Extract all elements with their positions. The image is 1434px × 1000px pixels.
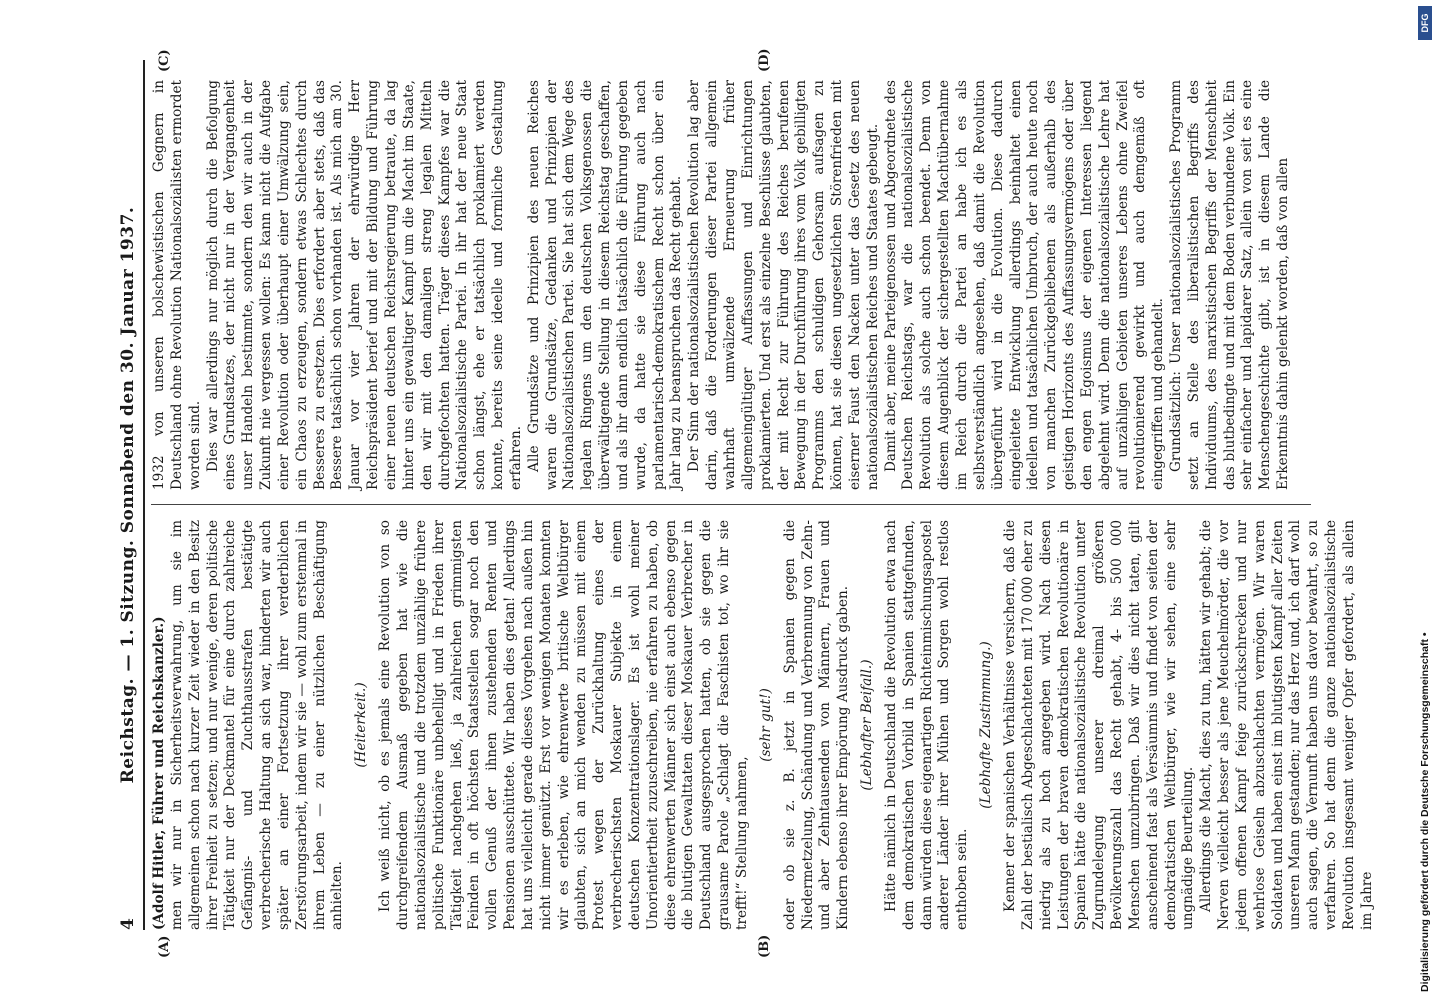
page-header <box>117 60 139 930</box>
interjection: (sehr gut!) <box>757 688 774 762</box>
paragraph: Hätte nämlich in Deutschland die Revolution etwa nach dem demokratischen Vorbild in Spanien stattgefunden, dann würden diese eigenartigen Richteinmischungsapostel anderer Länder ihrer Mühen und Sorgen wohl restlos enthoben sein. <box>882 520 971 930</box>
right-column <box>151 80 1311 490</box>
paragraph: Ich weiß nicht, ob es jemals eine Revolution von so durchgreifendem Ausmaß gegeben hat wie die nationalsozialistische und die trotzdem unzählige frühere politische Funktionäre unbehelligt und in Frieden ihrer Tätigkeit nachgehen ließ, ja zahlreichen grimmigsten Feinden in oft höchsten Staatsstellen sogar noch den vollen Genuß der ihnen zustehenden Renten und Pensionen ausschüttete. Wir haben dies getan! Allerdings hat uns vielleicht gerade dieses Vorgehen nach außen hin nicht immer genützt. Erst vor wenigen Monaten konnten wir es erleben, wie ehrenwerte britische Weltbürger glaubten, sich an mich wenden zu müssen mit einem Protest wegen der Zurückhaltung eines der verbrecherischsten Moskauer Subjekte in einem deutschen Konzentrationslager. Es ist wohl meiner Unorientiertheit zuzuschreiben, nie erfahren zu haben, ob diese ehrenwerten Männer sich einst auch ebenso gegen die blutigen Gewalttaten dieser Moskauer Verbrecher in Deutschland ausgesprochen hatten, ob sie gegen die grausame Parole „Schlagt die Faschisten tot, wo ihr sie trefft!“ Stellung nahmen, <box>377 520 750 930</box>
digitization-stamp <box>1418 8 1432 992</box>
stamp-text: Digitalisierung gefördert durch die Deutsche Forschungsgemeinschaft • <box>1419 632 1431 992</box>
margin-marker-d: (D) <box>757 48 772 72</box>
header-rule <box>143 60 145 930</box>
paragraph: Der Sinn der nationalsozialistischen Revolution lag aber darin, daß die Forderungen dieser Partei allgemein wahrhaft umwälzende Erneuerung früher allgemeingültiger Auffassungen und Einrichtungen proklamierten. Und erst als einzelne Beschlüsse glaubten, der mit Recht zur Führung des Reiches berufenen Bewegung in der Durchführung ihres vom Volk gebilligten Programms den schuldigen Gehorsam aufsagen zu können, hat sie diesen ungesetzlichen Störenfrieden mit eiserner Faust den Nacken unter das Gesetz des neuen nationalsozialistischen Reiches und Staates gebeugt. <box>686 80 881 490</box>
column-divider <box>151 504 1311 505</box>
speaker-line: (Adolf Hitler, Führer und Reichskanzler.) <box>151 616 167 930</box>
margin-marker-a: (A) <box>157 935 172 958</box>
paragraph: Alle Grundsätze und Prinzipien des neuen Reiches waren die Grundsätze, Gedanken und Prinzipien der Nationalsozialistischen Partei. Sie hat sich dem Wege des legalen Ringens um den deutschen Volksgenossen die überwältigende Stellung in diesem Reichstag geschaffen, und als ihr dann endlich tatsächlich die Führung gegeben wurde, da hatte sie diese Führung auch nach parlamentarisch-demokratischem Recht schon über ein Jahr lang zu beanspruchen das Recht gehabt. <box>525 80 685 490</box>
page-title: Reichstag. — 1. Sitzung. Sonnabend den 30. Januar 1937. <box>118 206 138 784</box>
paragraph: Grundsätzlich: Unser nationalsozialistisches Programm setzt an Stelle des liberalistischen Begriffs des Individuums, des marxistischen Begriffs der Menschheit das blutbedingte und mit dem Boden verbundene Volk. Ein sehr einfacher und lapidarer Satz, allein von seit es eine Menschengeschichte gibt, ist in diesem Lande die Erkenntnis dahin gelenkt worden, daß von allen <box>1168 80 1292 490</box>
page-number: 4 <box>118 918 138 930</box>
interjection: (Lebhafter Beifall.) <box>859 659 876 791</box>
paragraph: oder ob sie z. B. jetzt in Spanien gegen die Niedermetzelung, Schändung und Verbrennung von Zehn- und aber Zehntausenden von Männern, Frauen und Kindern ebenso ihrer Empörung Ausdruck gaben. <box>781 520 852 930</box>
paragraph: Damit aber, meine Parteigenossen und Abgeordnete des Deutschen Reichstags, war die nationalsozialistische Revolution als solche auch schon beendet. Denn von diesem Augenblick der sichergestellten Machtübernahme im Reich durch die Partei an habe ich es als selbstverständlich angesehen, daß damit die Revolution übergeführt wird in die Evolution. Diese dadurch eingeleitete Entwicklung allerdings beinhaltet einen ideellen und tatsächlichen Umbruch, der auch heute noch von manchen Zurückgebliebenen als außerhalb des geistigen Horizonts des Auffassungsvermögens oder über den engen Egoismus der eigenen Interessen liegend abgelehnt wird. Denn die nationalsozialistische Lehre hat auf unzähligen Gebieten unseres Lebens ohne Zweifel revolutionierend gewirkt und auch demgemäß oft eingegriffen und gehandelt. <box>882 80 1167 490</box>
interjection: (Lebhafte Zustimmung.) <box>978 641 995 809</box>
margin-marker-b: (B) <box>757 934 772 958</box>
paragraph: Kenner der spanischen Verhältnisse versichern, daß die Zahl der bestialisch Abgeschlachteten mit 170 000 eher zu niedrig als zu hoch angegeben wird. Nach diesen Leistungen der braven demokratischen Revolutionäre in Spanien hätte die nationalsozialistische Revolution unter Zugrundelegung unserer dreimal größeren Bevölkerungszahl das Recht gehabt, 4- bis 500 000 Menschen umzubringen. Daß wir dies nicht taten, gilt anscheinend fast als Versäumnis und findet von seiten der demokratischen Weltbürger, wie wir sehen, eine sehr ungnädige Beurteilung. <box>1001 520 1197 930</box>
dfg-logo: DFG <box>1418 6 1432 40</box>
paragraph: men wir nur in Sicherheitsverwahrung, um sie im allgemeinen schon nach kurzer Zeit wieder in den Besitz ihrer Freiheit zu setzen; und nur wenige, deren politische Tätigkeit nur der Deckmantel für eine durch zahlreiche Gefängnis- und Zuchthausstrafen bestätigte verbrecherische Haltung an sich war, hinderten wir auch später an einer Fortsetzung ihrer verderblichen Zerstörungsarbeit, indem wir sie — wohl zum erstenmal in ihrem Leben — zu einer nützlichen Beschäftigung anhielten. <box>168 520 346 930</box>
left-column <box>151 520 1375 930</box>
paragraph: Allerdings die Macht, dies zu tun, hätten wir gehabt; die Nerven vielleicht besser als jene Meuchelmörder, die vor jedem offenen Kampf feige zurückschrecken und nur wehrlose Geiseln abzuschlachten vermögen. Wir waren Soldaten und haben einst im blutigsten Kampf aller Zeiten unseren Mann gestanden; nur das Herz und, ich darf wohl auch sagen, die Vernunft haben uns davor bewahrt, so zu verfahren. So hat denn die ganze nationalsozialistische Revolution insgesamt weniger Opfer gefordert, als allein im Jahre <box>1198 520 1375 930</box>
margin-marker-c: (C) <box>157 49 172 72</box>
paragraph: Dies war allerdings nur möglich durch die Befolgung eines Grundsatzes, der nicht nur in der Vergangenheit unser Handeln bestimmte, sondern den wir auch in der Zukunft nie vergessen wollen: Es kann nicht die Aufgabe einer Revolution oder überhaupt einer Umwälzung sein, ein Chaos zu erzeugen, sondern etwas Schlechtes durch Besseres zu ersetzen. Dies erfordert aber stets, daß das Bessere tatsächlich schon vorhanden ist. Als mich am 30. Januar vor vier Jahren der ehrwürdige Herr Reichspräsident berief und mit der Bildung und Führung einer neuen deutschen Reichsregierung betraute, da lag hinter uns ein gewaltiger Kampf um die Macht im Staate, den wir mit den damaligen streng legalen Mitteln durchgefochten hatten. Träger dieses Kampfes war die Nationalsozialistische Partei. In ihr hat der neue Staat schon längst, ehe er tatsächlich proklamiert werden konnte, bereits seine ideelle und formliche Gestaltung erfahren. <box>204 80 524 490</box>
document-page <box>97 20 1375 980</box>
interjection: (Heiterkeit.) <box>353 682 370 768</box>
paragraph: 1932 von unseren bolschewistischen Gegnern in Deutschland ohne Revolution Nationalsozialisten ermordet worden sind. <box>151 80 203 490</box>
